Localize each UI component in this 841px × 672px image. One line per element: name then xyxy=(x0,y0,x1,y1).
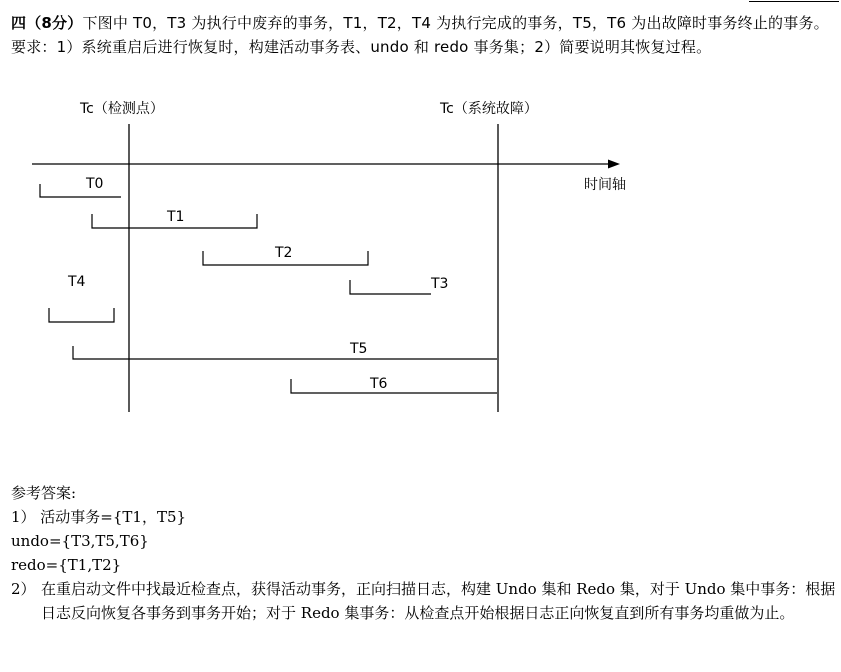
question-number: 四（8分） xyxy=(11,14,83,32)
answer-item-2 xyxy=(11,577,837,625)
t1-label: T1 xyxy=(167,209,185,225)
answer-item-2-text: 在重启动文件中找最近检查点，获得活动事务，正向扫描日志，构建 Undo 集和 Redo 集，对于 Undo 集中事务：根据日志反向恢复各事务到事务开始；对于 Redo 集事务：从检查点开始根据日志正向恢复直到所有事务均重做为止。 xyxy=(41,580,836,622)
question-text: 下图中 T0，T3 为执行中废弃的事务，T1，T2，T4 为执行完成的事务，T5，T6 为出故障时事务终止的事务。要求：1）系统重启后进行恢复时，构建活动事务表、undo 和 redo 事务集；2）简要说明其恢复过程。 xyxy=(11,14,829,56)
answer-block xyxy=(11,481,837,625)
t6-bracket xyxy=(291,379,497,393)
t2-label: T2 xyxy=(275,245,293,261)
t0-bracket xyxy=(40,184,121,197)
answer-line-1: 1） 活动事务={T1，T5} xyxy=(11,508,187,526)
t4-bracket xyxy=(49,308,114,322)
checkpoint-label: Tc（检测点） xyxy=(80,101,164,117)
t3-bracket xyxy=(350,280,431,294)
axis-arrowhead xyxy=(608,160,620,169)
failure-label: Tc（系统故障） xyxy=(440,101,538,117)
axis-label: 时间轴 xyxy=(584,177,626,193)
answer-item-2-number: 2） xyxy=(11,580,36,598)
t6-label: T6 xyxy=(370,376,388,392)
answer-undo-set: undo={T3,T5,T6} xyxy=(11,532,149,550)
t5-label: T5 xyxy=(350,341,368,357)
t0-label: T0 xyxy=(86,176,104,192)
t4-label: T4 xyxy=(68,274,86,290)
t3-label: T3 xyxy=(431,276,449,292)
answer-redo-set: redo={T1,T2} xyxy=(11,556,122,574)
t5-bracket xyxy=(73,346,497,359)
answer-heading: 参考答案: xyxy=(11,484,77,502)
